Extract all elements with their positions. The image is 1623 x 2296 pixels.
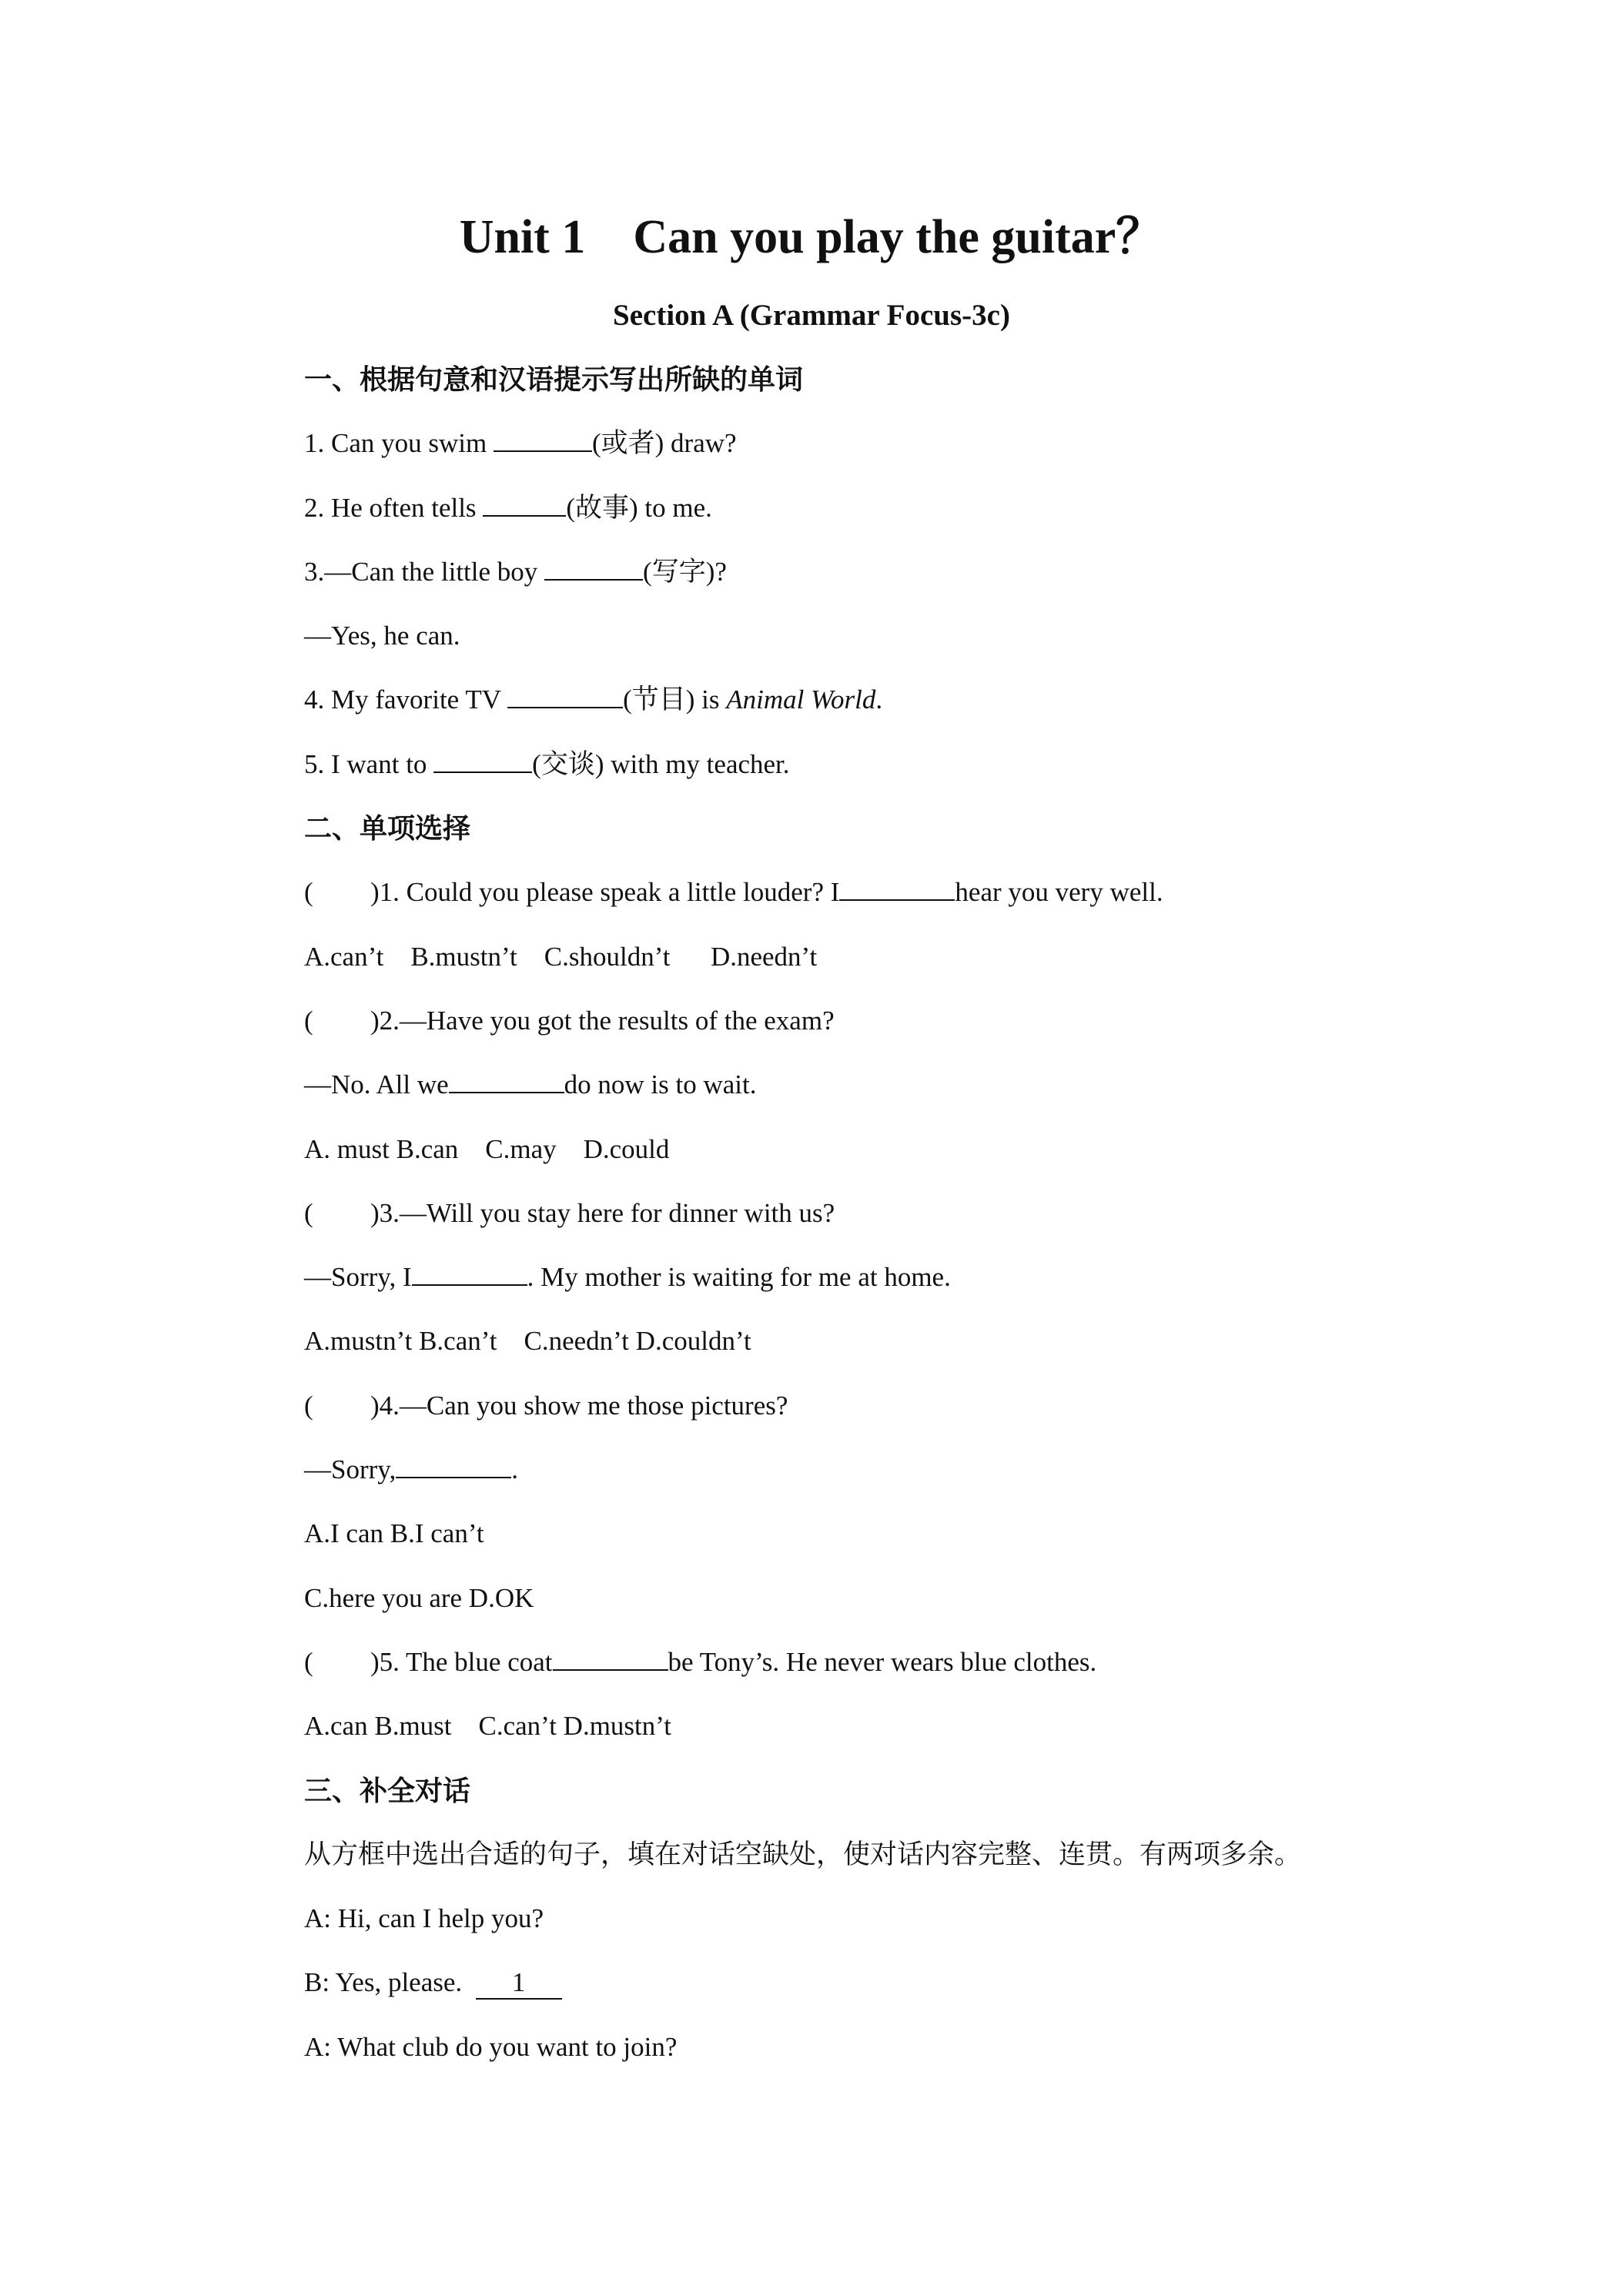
answer-paren[interactable]: ( bbox=[304, 1646, 313, 1677]
s2-question-4-options-2: C.here you are D.OK bbox=[304, 1582, 534, 1613]
answer-paren[interactable]: ( bbox=[304, 1005, 313, 1036]
answer-paren[interactable]: ( bbox=[304, 1197, 313, 1228]
answer-blank[interactable] bbox=[433, 748, 532, 773]
answer-paren[interactable]: ( bbox=[304, 1390, 313, 1421]
s2-question-4-reply: —Sorry, . bbox=[304, 1454, 519, 1485]
s1-question-5: 5. I want to (交谈) with my teacher. bbox=[304, 748, 790, 779]
answer-blank[interactable] bbox=[412, 1261, 527, 1286]
section2-heading: 二、单项选择 bbox=[304, 813, 471, 845]
answer-blank[interactable] bbox=[449, 1069, 564, 1093]
section3-instruction: 从方框中选出合适的句子，填在对话空缺处，使对话内容完整、连贯。有两项多余。 bbox=[304, 1839, 1302, 1869]
s2-question-2-options: A. must B.can C.may D.could bbox=[304, 1133, 670, 1164]
answer-blank[interactable] bbox=[507, 684, 623, 708]
s1-question-1: 1. Can you swim (或者) draw? bbox=[304, 428, 737, 459]
section3-heading: 三、补全对话 bbox=[304, 1775, 471, 1806]
answer-blank[interactable] bbox=[396, 1454, 511, 1478]
s1-question-3: 3.—Can the little boy (写字)? bbox=[304, 556, 727, 587]
s1-question-2: 2. He often tells (故事) to me. bbox=[304, 492, 712, 523]
s1-question-4: 4. My favorite TV (节目) is Animal World. bbox=[304, 684, 883, 715]
s2-question-2-reply: —No. All we do now is to wait. bbox=[304, 1069, 757, 1100]
s2-question-3-options: A.mustn’t B.can’t C.needn’t D.couldn’t bbox=[304, 1326, 751, 1357]
worksheet-content bbox=[304, 358, 1551, 2090]
s2-question-1: ( )1. Could you please speak a little louder? I hear you very well. bbox=[304, 871, 1551, 935]
answer-blank[interactable] bbox=[553, 1646, 668, 1671]
section1-heading: 一、根据句意和汉语提示写出所缺的单词 bbox=[304, 364, 804, 395]
s2-question-4-options-1: A.I can B.I can’t bbox=[304, 1518, 484, 1549]
dialogue-blank-1[interactable]: 1 bbox=[476, 1967, 562, 2000]
s1-question-3-answer: —Yes, he can. bbox=[304, 621, 460, 651]
s2-question-1-options: A.can’t B.mustn’t C.shouldn’t D.needn’t bbox=[304, 941, 818, 972]
page-subtitle: Section A (Grammar Focus-3c) bbox=[613, 299, 1010, 332]
s2-question-5: ( )5. The blue coat be Tony’s. He never wears blue clothes. bbox=[304, 1641, 1551, 1705]
answer-blank[interactable] bbox=[483, 492, 566, 517]
s2-question-4: ( )4.—Can you show me those pictures? bbox=[304, 1384, 1551, 1448]
dialogue-line-2: B: Yes, please. 1 bbox=[304, 1961, 1551, 2025]
s2-question-5-options: A.can B.must C.can’t D.mustn’t bbox=[304, 1711, 672, 1742]
answer-blank[interactable] bbox=[544, 556, 643, 581]
answer-blank[interactable] bbox=[839, 876, 955, 901]
answer-blank[interactable] bbox=[494, 427, 592, 452]
s2-question-3-reply: —Sorry, I . My mother is waiting for me at home. bbox=[304, 1262, 951, 1293]
dialogue-line-1: A: Hi, can I help you? bbox=[304, 1903, 544, 1934]
dialogue-line-3: A: What club do you want to join? bbox=[304, 2031, 678, 2062]
answer-paren[interactable]: ( bbox=[304, 877, 313, 908]
s2-question-3: ( )3.—Will you stay here for dinner with us? bbox=[304, 1192, 1551, 1256]
page-title: Unit 1 Can you play the guitar？ bbox=[459, 211, 1164, 263]
s2-question-2: ( )2.—Have you got the results of the exam? bbox=[304, 999, 1551, 1063]
